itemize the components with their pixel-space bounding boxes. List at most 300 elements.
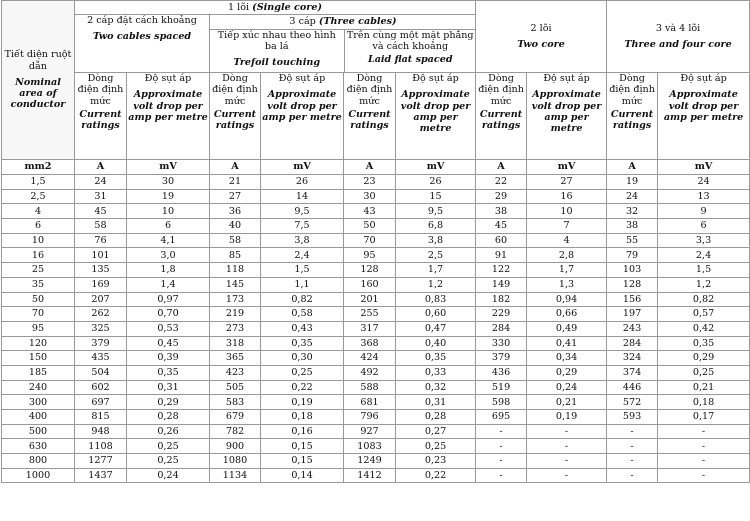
value-cell: 3,3 [658,233,750,248]
table-row [2,468,750,483]
value-cell: 374 [607,365,658,380]
value-cell: 43 [344,204,396,219]
value-cell: 85 [210,248,261,263]
value-cell: 1277 [75,454,127,469]
current-vn: Dòng điện định mức [346,73,393,107]
volt-en: Approximate volt drop per amp per metre [262,89,342,123]
value-cell: 317 [344,321,396,336]
value-cell: 1,7 [527,263,607,278]
value-cell: 583 [210,395,261,410]
value-cell: 101 [75,248,127,263]
value-cell: - [527,468,607,483]
value-cell: 0,22 [396,468,476,483]
value-cell: 519 [476,380,527,395]
area-cell: 35 [2,277,75,292]
table-row [2,248,750,263]
value-cell: 0,82 [658,292,750,307]
value-cell: 36 [210,204,261,219]
unit-cell: mV [527,160,607,175]
value-cell: 0,40 [396,336,476,351]
value-cell: 95 [344,248,396,263]
unit-cell: A [344,160,396,175]
value-cell: 0,60 [396,307,476,322]
value-cell: 201 [344,292,396,307]
value-cell: 0,82 [261,292,344,307]
value-cell: 0,29 [658,351,750,366]
two-core-en: Two core [517,39,565,50]
value-cell: 135 [75,263,127,278]
value-cell: 0,49 [527,321,607,336]
area-cell: 120 [2,336,75,351]
area-cell: 2,5 [2,189,75,204]
value-cell: 0,94 [527,292,607,307]
area-cell: 185 [2,365,75,380]
value-cell: 4,1 [127,233,210,248]
single-core-en: (Single core) [252,1,322,13]
value-cell: 122 [476,263,527,278]
value-cell: 6,8 [396,219,476,234]
value-cell: 1437 [75,468,127,483]
value-cell: 118 [210,263,261,278]
value-cell: 424 [344,351,396,366]
value-cell: 0,17 [658,410,750,425]
value-cell: 0,83 [396,292,476,307]
value-cell: 0,43 [261,321,344,336]
unit-cell: mV [658,160,750,175]
area-cell: 150 [2,351,75,366]
area-cell: 95 [2,321,75,336]
value-cell: 2,5 [396,248,476,263]
value-cell: 32 [607,204,658,219]
value-cell: - [476,454,527,469]
value-cell: - [476,424,527,439]
volt-en: Approximate volt drop per amp per metre [400,89,471,135]
value-cell: 27 [527,175,607,190]
value-cell: - [527,439,607,454]
two-cables-header [75,15,210,73]
volt-en: Approximate volt drop per amp per metre [128,89,208,123]
value-cell: 0,47 [396,321,476,336]
value-cell: 1412 [344,468,396,483]
value-cell: 588 [344,380,396,395]
value-cell: 3,8 [261,233,344,248]
value-cell: 365 [210,351,261,366]
value-cell: - [527,454,607,469]
value-cell: 2,4 [261,248,344,263]
value-cell: 24 [658,175,750,190]
nominal-area-en: Nominal area of conductor [10,76,66,111]
value-cell: 0,19 [527,410,607,425]
value-cell: 0,57 [658,307,750,322]
value-cell: 58 [75,219,127,234]
value-cell: 219 [210,307,261,322]
value-cell: 593 [607,410,658,425]
value-cell: 0,28 [127,410,210,425]
two-core-vn: 2 lõi [530,22,552,34]
volt-header-1 [127,73,210,160]
table-row [2,175,750,190]
unit-cell: A [75,160,127,175]
value-cell: 149 [476,277,527,292]
value-cell: 145 [210,277,261,292]
value-cell: 492 [344,365,396,380]
trefoil-vn: Tiếp xúc nhau theo hình ba lá [217,29,336,52]
value-cell: 679 [210,410,261,425]
value-cell: 0,23 [396,454,476,469]
value-cell: 16 [527,189,607,204]
value-cell: 1134 [210,468,261,483]
value-cell: 0,41 [527,336,607,351]
three-cables-title [210,16,476,30]
laid-flat-vn: Trên cùng một mặt phẳng và cách khoảng [346,29,474,52]
value-cell: 0,16 [261,424,344,439]
area-cell: 6 [2,219,75,234]
volt-vn: Độ sụt áp [412,73,459,84]
value-cell: 782 [210,424,261,439]
value-cell: - [658,439,750,454]
value-cell: 0,28 [396,410,476,425]
value-cell: 23 [344,175,396,190]
value-cell: 58 [210,233,261,248]
current-header-1 [75,73,127,160]
value-cell: 207 [75,292,127,307]
nominal-area-vn: Tiết diện ruột dẫn [4,49,72,72]
current-vn: Dòng điện định mức [609,73,655,107]
area-cell: 4 [2,204,75,219]
value-cell: 927 [344,424,396,439]
table-row [2,439,750,454]
value-cell: 0,18 [261,410,344,425]
value-cell: 3,0 [127,248,210,263]
table-row [2,380,750,395]
value-cell: 14 [261,189,344,204]
value-cell: 30 [344,189,396,204]
volt-header-3 [396,73,476,160]
value-cell: 0,32 [396,380,476,395]
value-cell: 0,70 [127,307,210,322]
nominal-area-header [2,1,75,160]
value-cell: 128 [344,263,396,278]
value-cell: 602 [75,380,127,395]
unit-cell: mV [127,160,210,175]
value-cell: 0,39 [127,351,210,366]
value-cell: 31 [75,189,127,204]
value-cell: 697 [75,395,127,410]
value-cell: 1,7 [396,263,476,278]
three-four-core-en: Three and four core [624,39,732,50]
value-cell: 19 [127,189,210,204]
value-cell: 815 [75,410,127,425]
value-cell: 0,35 [396,351,476,366]
value-cell: 0,53 [127,321,210,336]
value-cell: 1080 [210,454,261,469]
value-cell: 7 [527,219,607,234]
value-cell: 0,29 [527,365,607,380]
value-cell: 0,35 [658,336,750,351]
value-cell: 0,21 [658,380,750,395]
value-cell: 3,8 [396,233,476,248]
current-vn: Dòng điện định mức [478,73,524,107]
value-cell: 695 [476,410,527,425]
three-cables-header [210,15,476,73]
value-cell: - [476,468,527,483]
value-cell: 160 [344,277,396,292]
value-cell: 60 [476,233,527,248]
current-en: Current ratings [610,108,654,132]
value-cell: 38 [607,219,658,234]
table-row [2,263,750,278]
value-cell: 1,4 [127,277,210,292]
laid-flat-header [344,29,476,72]
volt-vn: Độ sụt áp [680,73,727,84]
value-cell: 900 [210,439,261,454]
value-cell: - [607,439,658,454]
value-cell: 435 [75,351,127,366]
value-cell: 26 [261,175,344,190]
unit-cell: A [476,160,527,175]
value-cell: 0,24 [527,380,607,395]
table-row [2,292,750,307]
value-cell: 29 [476,189,527,204]
value-cell: 0,29 [127,395,210,410]
value-cell: 0,58 [261,307,344,322]
area-cell: 400 [2,410,75,425]
value-cell: 24 [607,189,658,204]
single-core-vn: 1 lõi [228,1,250,13]
value-cell: 0,45 [127,336,210,351]
value-cell: 681 [344,395,396,410]
value-cell: 284 [476,321,527,336]
area-cell: 1000 [2,468,75,483]
table-row [2,219,750,234]
value-cell: - [607,468,658,483]
value-cell: 30 [127,175,210,190]
value-cell: 0,15 [261,439,344,454]
value-cell: 1,3 [527,277,607,292]
value-cell: 1249 [344,454,396,469]
volt-en: Approximate volt drop per amp per metre [531,89,602,135]
value-cell: 379 [476,351,527,366]
value-cell: 6 [658,219,750,234]
value-cell: 0,35 [261,336,344,351]
value-cell: 572 [607,395,658,410]
value-cell: 26 [396,175,476,190]
value-cell: 91 [476,248,527,263]
value-cell: 0,42 [658,321,750,336]
value-cell: 0,33 [396,365,476,380]
volt-en: Approximate volt drop per amp per metre [663,89,744,123]
table-row [2,233,750,248]
volt-header-2 [261,73,344,160]
value-cell: 0,25 [127,454,210,469]
single-core-header [75,1,476,15]
value-cell: 103 [607,263,658,278]
value-cell: 1,5 [658,263,750,278]
value-cell: 330 [476,336,527,351]
three-cables-subtable [210,16,476,72]
value-cell: 50 [344,219,396,234]
area-cell: 16 [2,248,75,263]
three-cables-en: (Three cables) [318,16,397,28]
value-cell: 1,5 [261,263,344,278]
volt-header-5 [658,73,750,160]
value-cell: 255 [344,307,396,322]
value-cell: 446 [607,380,658,395]
value-cell: 1,8 [127,263,210,278]
value-cell: 948 [75,424,127,439]
two-cables-vn: 2 cáp đặt cách khoảng [87,15,197,26]
value-cell: 324 [607,351,658,366]
value-cell: 0,66 [527,307,607,322]
volt-header-4 [527,73,607,160]
value-cell: 9,5 [261,204,344,219]
current-header-3 [344,73,396,160]
value-cell: 27 [210,189,261,204]
value-cell: 1,2 [658,277,750,292]
value-cell: 1083 [344,439,396,454]
area-cell: 240 [2,380,75,395]
value-cell: 243 [607,321,658,336]
value-cell: 38 [476,204,527,219]
value-cell: 0,25 [396,439,476,454]
value-cell: - [607,424,658,439]
value-cell: 0,14 [261,468,344,483]
unit-cell: A [607,160,658,175]
value-cell: 505 [210,380,261,395]
area-cell: 70 [2,307,75,322]
value-cell: 45 [75,204,127,219]
value-cell: 4 [527,233,607,248]
value-cell: 598 [476,395,527,410]
cable-ratings-table [1,0,750,483]
value-cell: 156 [607,292,658,307]
value-cell: 1108 [75,439,127,454]
three-cables-vn: 3 cáp [289,16,316,28]
value-cell: 2,8 [527,248,607,263]
value-cell: 2,4 [658,248,750,263]
value-cell: 21 [210,175,261,190]
value-cell: 0,22 [261,380,344,395]
unit-cell: A [210,160,261,175]
table-row [2,351,750,366]
value-cell: 9 [658,204,750,219]
value-cell: 19 [607,175,658,190]
value-cell: 0,31 [127,380,210,395]
value-cell: 0,97 [127,292,210,307]
value-cell: 368 [344,336,396,351]
unit-cell: mV [261,160,344,175]
current-vn: Dòng điện định mức [212,73,258,107]
value-cell: 436 [476,365,527,380]
value-cell: 0,21 [527,395,607,410]
table-row [2,321,750,336]
value-cell: 318 [210,336,261,351]
current-vn: Dòng điện định mức [77,73,124,107]
value-cell: 273 [210,321,261,336]
current-en: Current ratings [213,108,257,132]
value-cell: 229 [476,307,527,322]
table-row [2,454,750,469]
value-cell: - [476,439,527,454]
trefoil-header [210,29,344,72]
value-cell: 24 [75,175,127,190]
current-en: Current ratings [79,108,122,132]
current-en: Current ratings [479,108,523,132]
area-cell: 1,5 [2,175,75,190]
value-cell: 0,30 [261,351,344,366]
value-cell: 284 [607,336,658,351]
value-cell: 197 [607,307,658,322]
unit-cell: mV [396,160,476,175]
value-cell: 13 [658,189,750,204]
area-cell: 300 [2,395,75,410]
area-cell: 10 [2,233,75,248]
current-header-4 [476,73,527,160]
trefoil-en: Trefoil touching [233,57,321,69]
table-row [2,365,750,380]
value-cell: 9,5 [396,204,476,219]
value-cell: 45 [476,219,527,234]
value-cell: 0,15 [261,454,344,469]
value-cell: 40 [210,219,261,234]
value-cell: 182 [476,292,527,307]
value-cell: 76 [75,233,127,248]
table-row [2,189,750,204]
current-header-2 [210,73,261,160]
value-cell: 1,1 [261,277,344,292]
value-cell: 0,25 [658,365,750,380]
value-cell: - [658,424,750,439]
table-row [2,424,750,439]
table-row [2,395,750,410]
value-cell: 15 [396,189,476,204]
value-cell: 169 [75,277,127,292]
value-cell: 0,24 [127,468,210,483]
value-cell: 128 [607,277,658,292]
three-four-core-vn: 3 và 4 lõi [655,22,701,34]
value-cell: 0,35 [127,365,210,380]
value-cell: 0,19 [261,395,344,410]
area-cell: 500 [2,424,75,439]
volt-vn: Độ sụt áp [278,73,326,84]
value-cell: 10 [127,204,210,219]
value-cell: 262 [75,307,127,322]
current-en: Current ratings [348,108,391,132]
table-row [2,204,750,219]
laid-flat-en: Laid flat spaced [367,54,453,66]
area-cell: 630 [2,439,75,454]
units-row [2,160,750,175]
value-cell: 173 [210,292,261,307]
value-cell: 0,25 [261,365,344,380]
value-cell: 1,2 [396,277,476,292]
value-cell: 423 [210,365,261,380]
value-cell: 6 [127,219,210,234]
value-cell: 0,27 [396,424,476,439]
area-cell: 25 [2,263,75,278]
table-row [2,307,750,322]
table-row [2,277,750,292]
area-cell: 800 [2,454,75,469]
value-cell: 0,34 [527,351,607,366]
value-cell: 0,26 [127,424,210,439]
value-cell: 0,25 [127,439,210,454]
volt-vn: Độ sụt áp [543,73,590,84]
value-cell: 55 [607,233,658,248]
value-cell: 504 [75,365,127,380]
volt-vn: Độ sụt áp [144,73,192,84]
two-core-header [476,1,607,73]
